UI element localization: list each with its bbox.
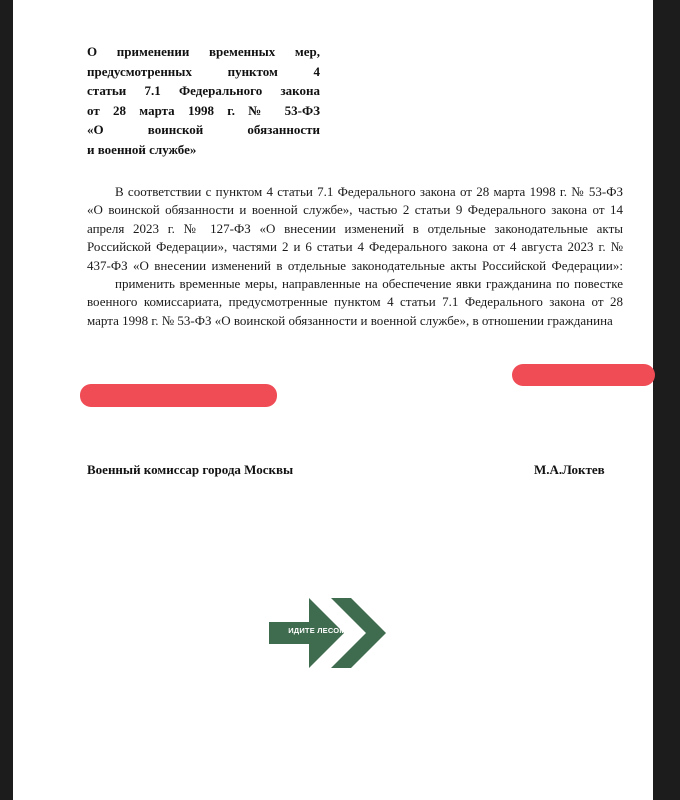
signatory-position: Военный комиссар города Москвы xyxy=(87,462,294,477)
title-line: предусмотренных пунктом 4 xyxy=(87,63,320,79)
redaction-mark xyxy=(80,384,277,407)
body-paragraph-2: применить временные меры, направленные на обеспечение явки гражданина по повестке военного комиссариата, предусмотренные пунктом 4 статьи 7.1 Федерального закона от 28 марта 1998 г. № 53-ФЗ «О воинской обязанности и военной службе», в отношении гражданина xyxy=(87,276,623,328)
body-paragraph-1: В соответствии с пунктом 4 статьи 7.1 Федерального закона от 28 марта 1998 г. № 53-ФЗ «О воинской обязанности и военной службе», частью 2 статьи 9 Федерального закона от 14 апреля 2023 г. № 127-ФЗ «О внесении изменений в отдельные законодательные акты Российской Федерации», частями 2 и 6 статьи 4 Федерального закона от 4 августа 2023 г. № 437-ФЗ «О внесении изменений в отдельные законодательные акты Российской Федерации»: xyxy=(87,184,623,273)
title-line: и военной службе» xyxy=(87,141,197,157)
signatory-name: М.А.Локтев xyxy=(534,462,605,477)
redaction-mark xyxy=(512,364,655,386)
title-line: статьи 7.1 Федерального закона xyxy=(87,83,320,98)
title-line: «О воинской обязанности xyxy=(87,122,320,137)
document-body xyxy=(87,183,623,330)
stamp-label: ИДИТЕ ЛЕСОМ xyxy=(288,626,346,635)
document-title xyxy=(87,42,320,159)
title-line: от 28 марта 1998 г. № 53-ФЗ xyxy=(87,102,320,118)
title-line: О применении временных мер, xyxy=(87,44,320,59)
